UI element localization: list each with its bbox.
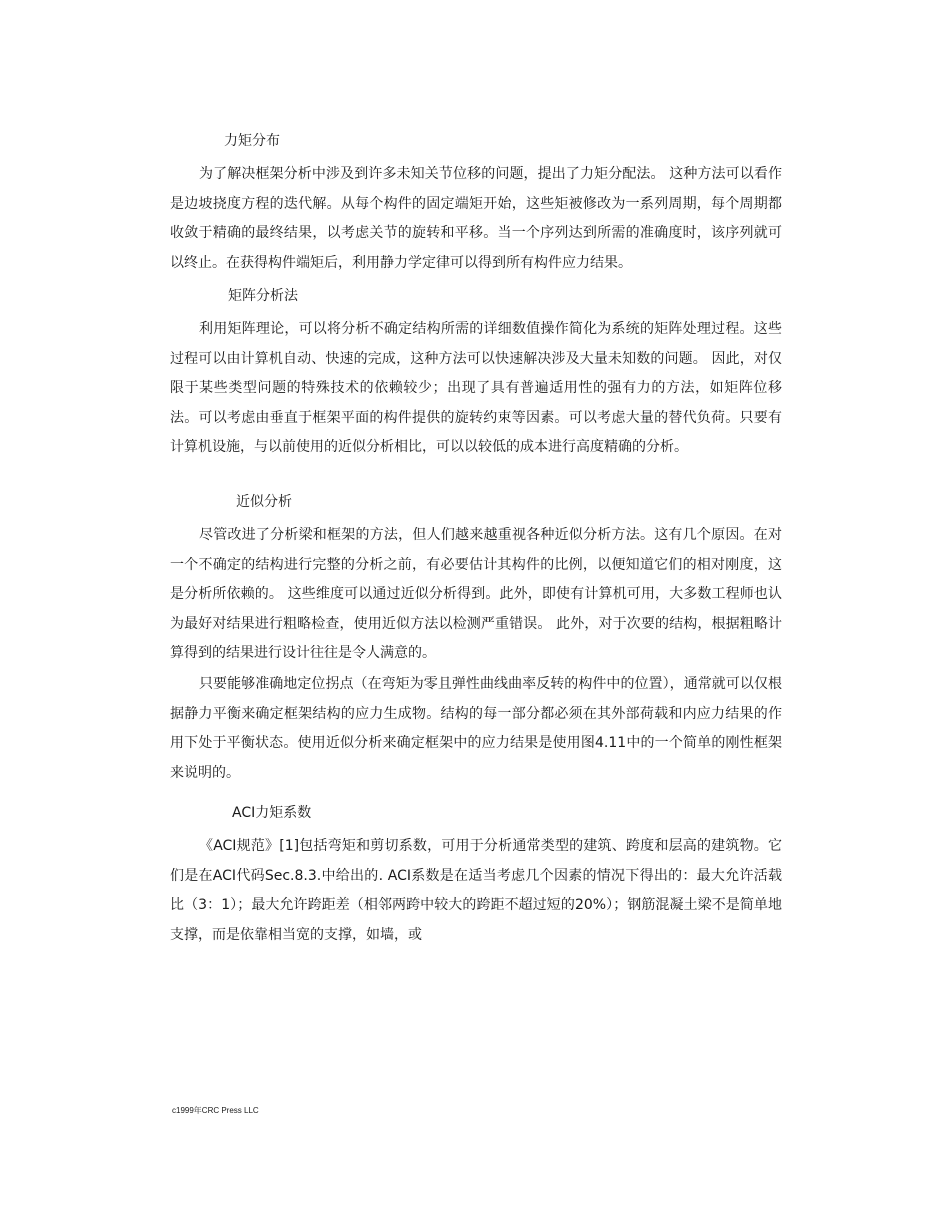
- paragraph-moment-distribution: 为了解决框架分析中涉及到许多未知关节位移的问题，提出了力矩分配法。 这种方法可以看作是边坡挠度方程的迭代解。从每个构件的固定端矩开始，这些矩被修改为一系列周期，每个周期都收敛于精确的最终结果，以考虑关节的旋转和平移。当一个序列达到所需的准确度时，该序列就可以终止。在获得构件端矩后，利用静力学定律可以得到所有构件应力结果。: [170, 166, 782, 271]
- section-heading-aci-moment-coefficients: ACI力矩系数: [232, 805, 312, 821]
- section-heading-matrix-analysis: 矩阵分析法: [228, 288, 298, 304]
- copyright-footer: c1999年CRC Press LLC: [172, 1106, 259, 1115]
- paragraph-aci-moment-coefficients: 《ACI规范》[1]包括弯矩和剪切系数，可用于分析通常类型的建筑、跨度和层高的建筑物。它们是在ACI代码Sec.8.3.中给出的. ACI系数是在适当考虑几个因素的情况下得出的：最大允许活载比（3：1）；最大允许跨距差（相邻两跨中较大的跨距不超过短的20%）；钢筋混凝土梁不是简单地支撑，而是依靠相当宽的支撑，如墙，或: [170, 838, 782, 943]
- section-heading-approximate-analysis: 近似分析: [236, 494, 292, 510]
- paragraph-approximate-analysis-2: 只要能够准确地定位拐点（在弯矩为零且弹性曲线曲率反转的构件中的位置），通常就可以仅根据静力平衡来确定框架结构的应力生成物。结构的每一部分都必须在其外部荷载和内应力结果的作用下处于平衡状态。使用近似分析来确定框架中的应力结果是使用图4.11中的一个简单的刚性框架来说明的。: [170, 676, 782, 781]
- paragraph-approximate-analysis-1: 尽管改进了分析梁和框架的方法，但人们越来越重视各种近似分析方法。这有几个原因。在对一个不确定的结构进行完整的分析之前，有必要估计其构件的比例，以便知道它们的相对刚度，这是分析所依赖的。 这些维度可以通过近似分析得到。此外，即使有计算机可用，大多数工程师也认为最好对结果进行粗略检查，使用近似方法以检测严重错误。 此外，对于次要的结构，根据粗略计算得到的结果进行设计往往是令人满意的。: [170, 527, 782, 662]
- paragraph-matrix-analysis: 利用矩阵理论，可以将分析不确定结构所需的详细数值操作简化为系统的矩阵处理过程。这些过程可以由计算机自动、快速的完成，这种方法可以快速解决涉及大量未知数的问题。 因此，对仅限于某些类型问题的特殊技术的依赖较少；出现了具有普遍适用性的强有力的方法，如矩阵位移法。可以考虑由垂直于框架平面的构件提供的旋转约束等因素。可以考虑大量的替代负荷。只要有计算机设施，与以前使用的近似分析相比，可以以较低的成本进行高度精确的分析。: [170, 321, 782, 456]
- section-heading-moment-distribution: 力矩分布: [224, 133, 280, 149]
